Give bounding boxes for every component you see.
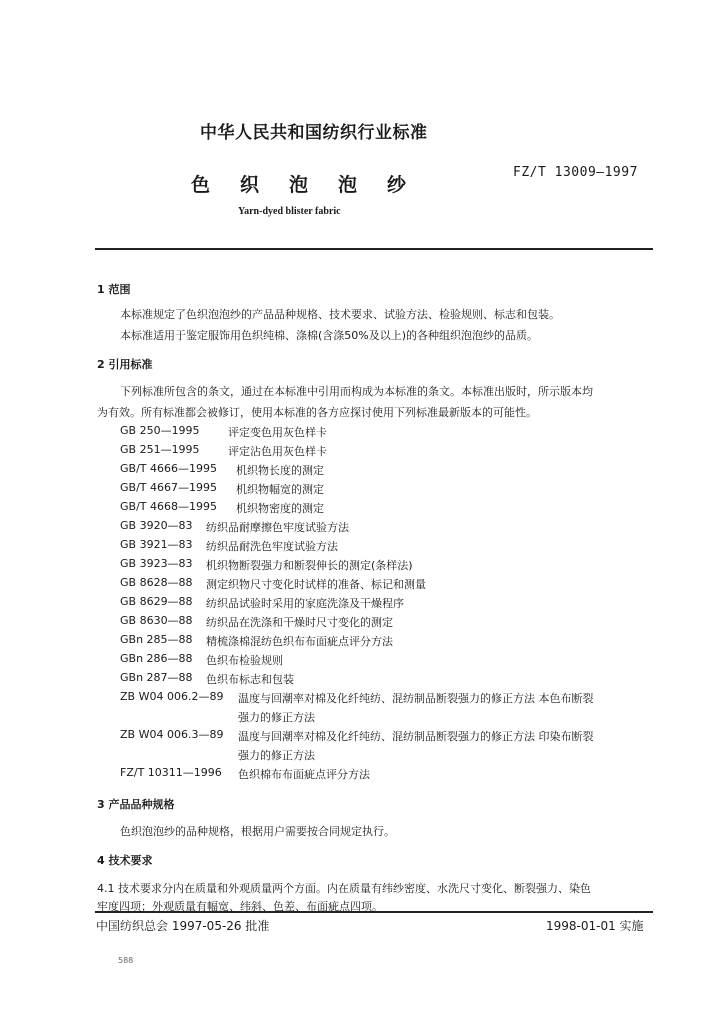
section-4-heading: 4 技术要求 [97,854,153,867]
document-title-en: Yarn-dyed blister fabric [238,206,341,217]
issuing-agency: 中华人民共和国纺织行业标准 [200,123,428,143]
ref-title: 纺织品耐摩擦色牢度试验方法 [206,521,349,534]
ref-title: 精梳涤棉混纺色织布布面疵点评分方法 [206,635,393,648]
ref-code: GB 8628—88 [120,576,193,589]
ref-code: GB 250—1995 [120,424,200,437]
ref-code: ZB W04 006.2—89 [120,690,224,703]
ref-title: 机织物断裂强力和断裂伸长的测定(条样法) [206,559,413,572]
ref-title: 机织物长度的测定 [236,464,324,477]
ref-code: GBn 285—88 [120,633,193,646]
ref-title: 色织棉布布面疵点评分方法 [238,768,370,781]
section-2-intro: 下列标准所包含的条文，通过在本标准中引用而构成为本标准的条文。本标准出版时，所示版本均 [120,385,593,398]
ref-title: 测定织物尺寸变化时试样的准备、标记和测量 [206,578,426,591]
section-2-heading: 2 引用标准 [97,358,153,371]
ref-title: 强力的修正方法 [238,749,315,762]
ref-title: 机织物幅宽的测定 [236,483,324,496]
ref-title: 色织布检验规则 [206,654,283,667]
ref-code: FZ/T 10311—1996 [120,766,222,779]
ref-title: 纺织品在洗涤和干燥时尺寸变化的测定 [206,616,393,629]
ref-title: 评定变色用灰色样卡 [228,426,327,439]
section-1-paragraph: 本标准规定了色织泡泡纱的产品品种规格、技术要求、试验方法、检验规则、标志和包装。 [120,308,560,321]
ref-code: GB/T 4667—1995 [120,481,217,494]
ref-code: GB 8629—88 [120,595,193,608]
ref-code: GB 3923—83 [120,557,193,570]
ref-title: 强力的修正方法 [238,711,315,724]
ref-code: GB 8630—88 [120,614,193,627]
ref-title: 温度与回潮率对棉及化纤纯纺、混纺制品断裂强力的修正方法 印染布断裂 [238,730,594,743]
standard-number: FZ/T 13009—1997 [513,165,638,180]
ref-code: GBn 286—88 [120,652,193,665]
ref-title: 机织物密度的测定 [236,502,324,515]
section-4-1-paragraph: 牢度四项；外观质量有幅宽、纬斜、色差、布面疵点四项。 [97,900,383,913]
section-2-intro: 为有效。所有标准都会被修订，使用本标准的各方应探讨使用下列标准最新版本的可能性。 [97,406,537,419]
ref-code: GB 3920—83 [120,519,193,532]
ref-title: 纺织品耐洗色牢度试验方法 [206,540,338,553]
section-3-paragraph: 色织泡泡纱的品种规格，根据用户需要按合同规定执行。 [120,825,395,838]
section-4-1-paragraph: 4.1 技术要求分内在质量和外观质量两个方面。内在质量有纬纱密度、水洗尺寸变化、断裂强力、染色 [97,882,591,895]
implementation-date: 1998-01-01 实施 [546,919,644,933]
ref-code: GB/T 4666—1995 [120,462,217,475]
document-title-cn: 色织泡泡纱 [191,174,437,196]
ref-code: GB/T 4668—1995 [120,500,217,513]
ref-title: 温度与回潮率对棉及化纤纯纺、混纺制品断裂强力的修正方法 本色布断裂 [238,692,594,705]
section-3-heading: 3 产品品种规格 [97,798,175,811]
ref-code: GB 251—1995 [120,443,200,456]
ref-code: GBn 287—88 [120,671,193,684]
section-1-heading: 1 范围 [97,283,131,296]
section-1-paragraph: 本标准适用于鉴定服饰用色织纯棉、涤棉(含涤50%及以上)的各种组织泡泡纱的品质。 [120,329,539,342]
footer-divider [95,911,653,913]
ref-title: 评定沾色用灰色样卡 [228,445,327,458]
ref-title: 色织布标志和包装 [206,673,294,686]
approval-line: 中国纺织总会 1997-05-26 批准 [96,919,270,933]
page-number: 588 [118,956,134,965]
header-divider [95,248,653,250]
ref-title: 纺织品试验时采用的家庭洗涤及干燥程序 [206,597,404,610]
ref-code: ZB W04 006.3—89 [120,728,224,741]
ref-code: GB 3921—83 [120,538,193,551]
